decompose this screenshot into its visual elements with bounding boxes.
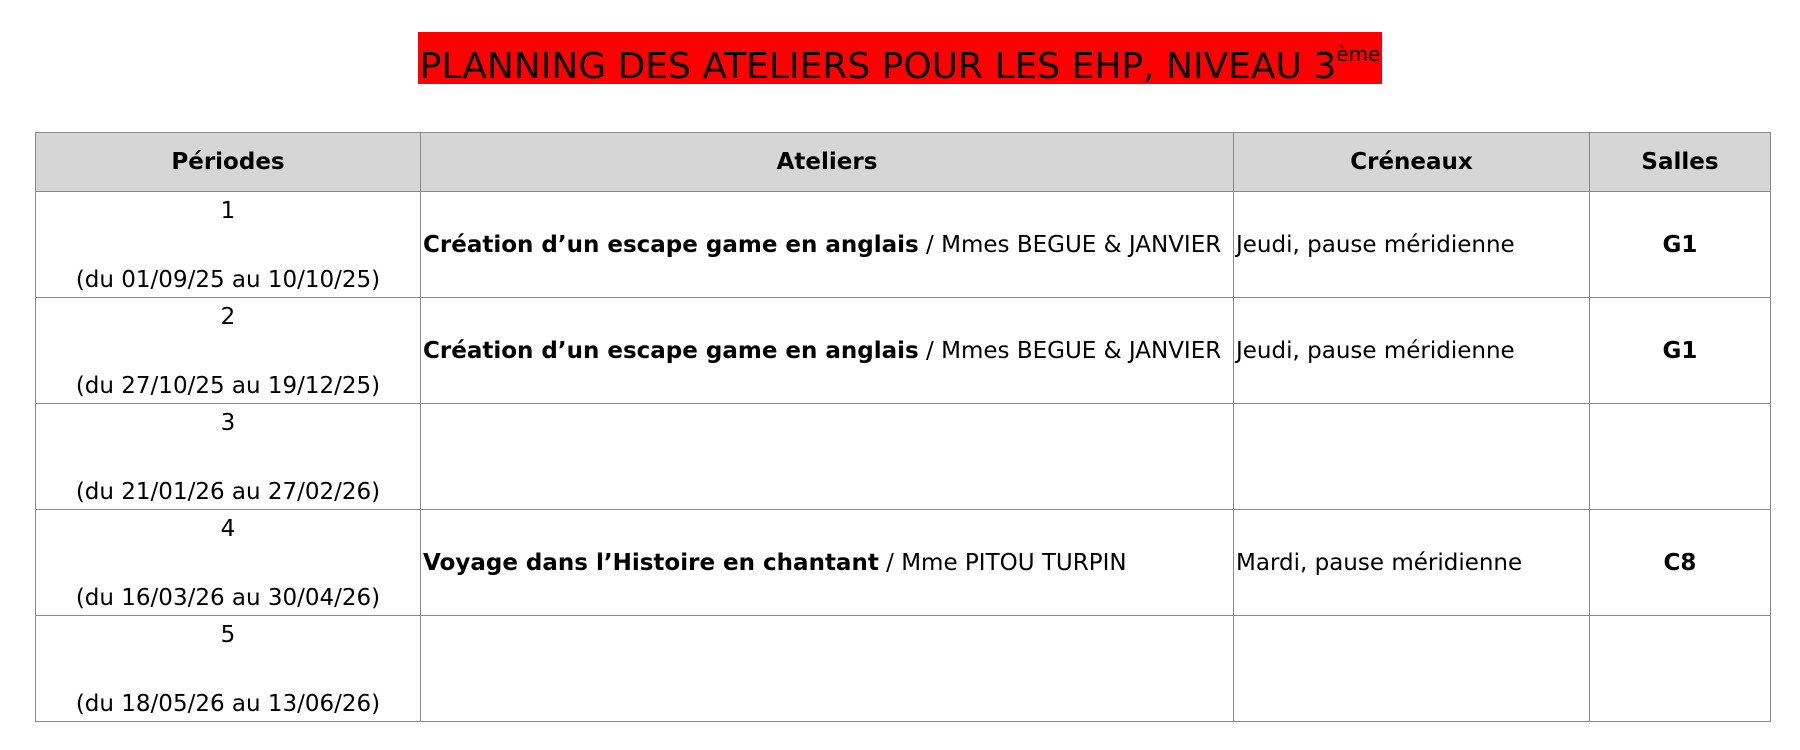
period-number: 5 xyxy=(220,622,236,648)
table-header-row xyxy=(36,133,1771,192)
period-dates: (du 18/05/26 au 13/06/26) xyxy=(75,691,381,717)
table-row xyxy=(36,192,1771,298)
period-dates: (du 01/09/25 au 10/10/25) xyxy=(75,267,381,293)
header-creneaux: Créneaux xyxy=(1234,133,1590,192)
creneau-cell xyxy=(1234,404,1590,510)
period-dates: (du 21/01/26 au 27/02/26) xyxy=(75,479,381,505)
header-periodes: Périodes xyxy=(36,133,421,192)
atelier-title: Création d’un escape game en anglais xyxy=(423,337,919,364)
atelier-teacher: / Mmes BEGUE & JANVIER xyxy=(918,231,1222,258)
period-number: 4 xyxy=(220,516,236,542)
period-cell xyxy=(36,616,421,722)
atelier-teacher: / Mmes BEGUE & JANVIER xyxy=(918,337,1222,364)
period-cell xyxy=(36,404,421,510)
salle-cell: G1 xyxy=(1590,192,1771,298)
salle-cell xyxy=(1590,616,1771,722)
title-container xyxy=(0,32,1800,87)
period-dates: (du 16/03/26 au 30/04/26) xyxy=(75,585,381,611)
creneau-cell: Jeudi, pause méridienne xyxy=(1234,192,1590,298)
period-cell xyxy=(36,510,421,616)
atelier-title: Création d’un escape game en anglais xyxy=(423,231,919,258)
header-salles: Salles xyxy=(1590,133,1771,192)
creneau-cell: Jeudi, pause méridienne xyxy=(1234,298,1590,404)
period-cell xyxy=(36,192,421,298)
period-number: 2 xyxy=(220,304,236,330)
creneau-cell: Mardi, pause méridienne xyxy=(1234,510,1590,616)
table-row xyxy=(36,616,1771,722)
salle-cell: G1 xyxy=(1590,298,1771,404)
creneau-cell xyxy=(1234,616,1590,722)
table-row xyxy=(36,510,1771,616)
period-number: 3 xyxy=(220,410,236,436)
table-row xyxy=(36,298,1771,404)
period-cell xyxy=(36,298,421,404)
table-row xyxy=(36,404,1771,510)
atelier-cell xyxy=(421,616,1234,722)
period-dates: (du 27/10/25 au 19/12/25) xyxy=(75,373,381,399)
atelier-cell xyxy=(421,510,1234,616)
planning-table xyxy=(35,132,1771,722)
header-ateliers: Ateliers xyxy=(421,133,1234,192)
atelier-cell xyxy=(421,192,1234,298)
salle-cell xyxy=(1590,404,1771,510)
period-number: 1 xyxy=(220,198,236,224)
page-title xyxy=(418,32,1383,87)
page-title-text: PLANNING DES ATELIERS POUR LES EHP, NIVEAU 3 xyxy=(419,46,1337,87)
atelier-cell xyxy=(421,404,1234,510)
atelier-title: Voyage dans l’Histoire en chantant xyxy=(423,549,879,576)
page-title-superscript: ème xyxy=(1336,42,1381,66)
atelier-teacher: / Mme PITOU TURPIN xyxy=(878,549,1127,576)
atelier-cell xyxy=(421,298,1234,404)
salle-cell: C8 xyxy=(1590,510,1771,616)
